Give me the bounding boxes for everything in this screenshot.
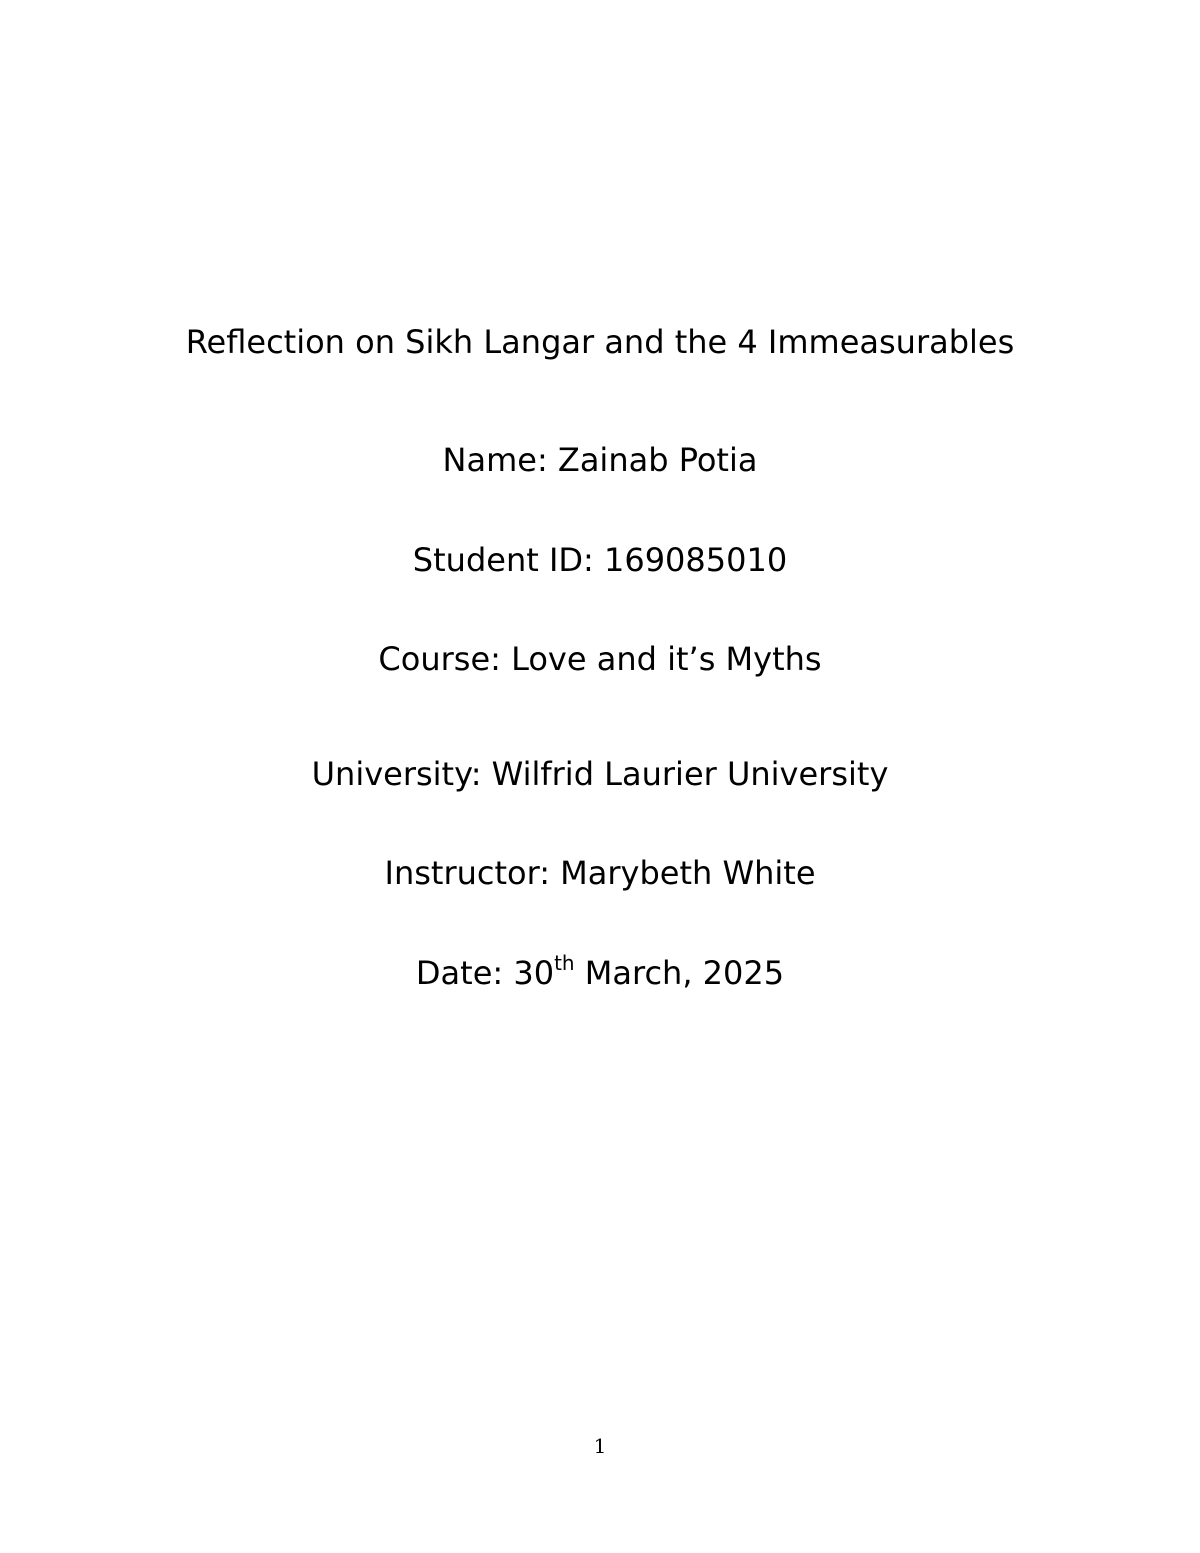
student-id: Student ID: 169085010: [412, 541, 788, 579]
university-name: University: Wilfrid Laurier University: [311, 755, 889, 793]
instructor-name: Instructor: Marybeth White: [384, 854, 816, 892]
date-ordinal-suffix: th: [554, 951, 575, 976]
student-name: Name: Zainab Potia: [442, 441, 758, 479]
date-prefix: Date: 30: [415, 954, 555, 992]
date-rest: March, 2025: [574, 954, 785, 992]
document-title: Reflection on Sikh Langar and the 4 Immeasurables: [185, 323, 1015, 361]
submission-date: [0, 953, 1200, 993]
course-name: Course: Love and it’s Myths: [378, 640, 822, 678]
page-number: 1: [593, 1434, 607, 1458]
